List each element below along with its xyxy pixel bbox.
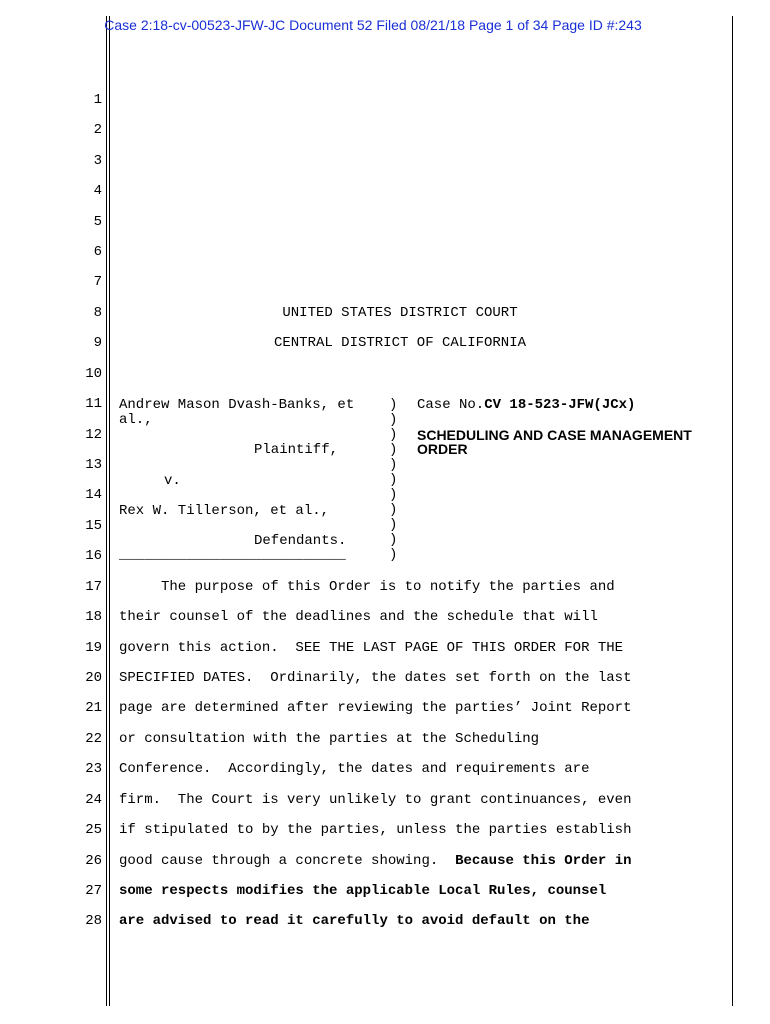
- caption-bracket: ): [389, 487, 398, 503]
- line-number: 10: [85, 366, 102, 382]
- defendant-name: Rex W. Tillerson, et al.,: [119, 503, 330, 519]
- line-number: 24: [85, 792, 102, 808]
- court-district: CENTRAL DISTRICT OF CALIFORNIA: [273, 335, 527, 351]
- line-number: 25: [85, 822, 102, 838]
- body-line: page are determined after reviewing the parties’ Joint Report: [119, 700, 632, 716]
- caption-bracket: ): [389, 442, 398, 458]
- line-number: 4: [93, 183, 102, 199]
- caption-bracket: ): [389, 397, 398, 413]
- line-number: 27: [85, 883, 102, 899]
- line-number: 23: [85, 761, 102, 777]
- line-number: 16: [85, 548, 102, 564]
- body-line: if stipulated to by the parties, unless the parties establish: [119, 822, 632, 838]
- body-line: govern this action. SEE THE LAST PAGE OF THIS ORDER FOR THE: [119, 640, 624, 656]
- caption-underline: ___________________________: [119, 547, 346, 563]
- line-number: 26: [85, 853, 102, 869]
- line-number: 13: [85, 457, 102, 473]
- defendant-role: Defendants.: [254, 533, 347, 549]
- line-number: 20: [85, 670, 102, 686]
- court-name: UNITED STATES DISTRICT COURT: [282, 305, 518, 321]
- body-line: The purpose of this Order is to notify the parties and: [119, 579, 615, 595]
- caption-bracket: ): [389, 427, 398, 443]
- body-line: are advised to read it carefully to avoid default on the: [119, 913, 590, 929]
- caption-bracket: ): [389, 472, 398, 488]
- line-number: 19: [85, 640, 102, 656]
- body-line: or consultation with the parties at the Scheduling: [119, 731, 540, 747]
- caption-bracket: ): [389, 517, 398, 533]
- body-line: Conference. Accordingly, the dates and requirements are: [119, 761, 590, 777]
- line-number: 1: [93, 92, 102, 108]
- line-number: 9: [93, 335, 102, 351]
- line-number: 11: [85, 396, 102, 412]
- body-line: good cause through a concrete showing. Because this Order in: [119, 853, 632, 869]
- line-number: 17: [85, 579, 102, 595]
- line-number: 28: [85, 913, 102, 929]
- caption-bracket: ): [389, 502, 398, 518]
- caption-bracket: ): [389, 547, 398, 563]
- versus: v.: [164, 473, 181, 489]
- left-margin-rule-inner: [109, 16, 110, 1006]
- right-margin-rule: [732, 16, 733, 1006]
- plaintiff-name-line-1: Andrew Mason Dvash-Banks, et: [119, 397, 355, 413]
- left-margin-rule-outer: [106, 16, 107, 1006]
- case-number: [417, 397, 635, 413]
- line-number: 8: [93, 305, 102, 321]
- line-number: 21: [85, 700, 102, 716]
- line-number: 12: [85, 427, 102, 443]
- line-number: 6: [93, 244, 102, 260]
- case-number-value: CV 18-523-JFW(JCx): [484, 397, 636, 413]
- caption-bracket: ): [389, 532, 398, 548]
- document-header: Case 2:18-cv-00523-JFW-JC Document 52 Filed 08/21/18 Page 1 of 34 Page ID #:243: [104, 17, 642, 33]
- body-line: SPECIFIED DATES. Ordinarily, the dates set forth on the last: [119, 670, 632, 686]
- plaintiff-name-line-2: al.,: [119, 412, 153, 428]
- caption-bracket: ): [389, 412, 398, 428]
- line-number: 15: [85, 518, 102, 534]
- case-number-label: Case No.: [417, 397, 485, 413]
- order-title-line-2: ORDER: [417, 441, 468, 457]
- line-number: 22: [85, 731, 102, 747]
- line-number: 14: [85, 487, 102, 503]
- line-number: 5: [93, 214, 102, 230]
- line-number: 3: [93, 153, 102, 169]
- order-title-line-1: SCHEDULING AND CASE MANAGEMENT: [417, 427, 692, 443]
- caption-bracket: ): [389, 457, 398, 473]
- plaintiff-role: Plaintiff,: [254, 442, 339, 458]
- body-line: some respects modifies the applicable Local Rules, counsel: [119, 883, 607, 899]
- line-number: 2: [93, 122, 102, 138]
- body-line: firm. The Court is very unlikely to grant continuances, even: [119, 792, 632, 808]
- body-line: their counsel of the deadlines and the schedule that will: [119, 609, 598, 625]
- line-number: 18: [85, 609, 102, 625]
- line-number: 7: [93, 274, 102, 290]
